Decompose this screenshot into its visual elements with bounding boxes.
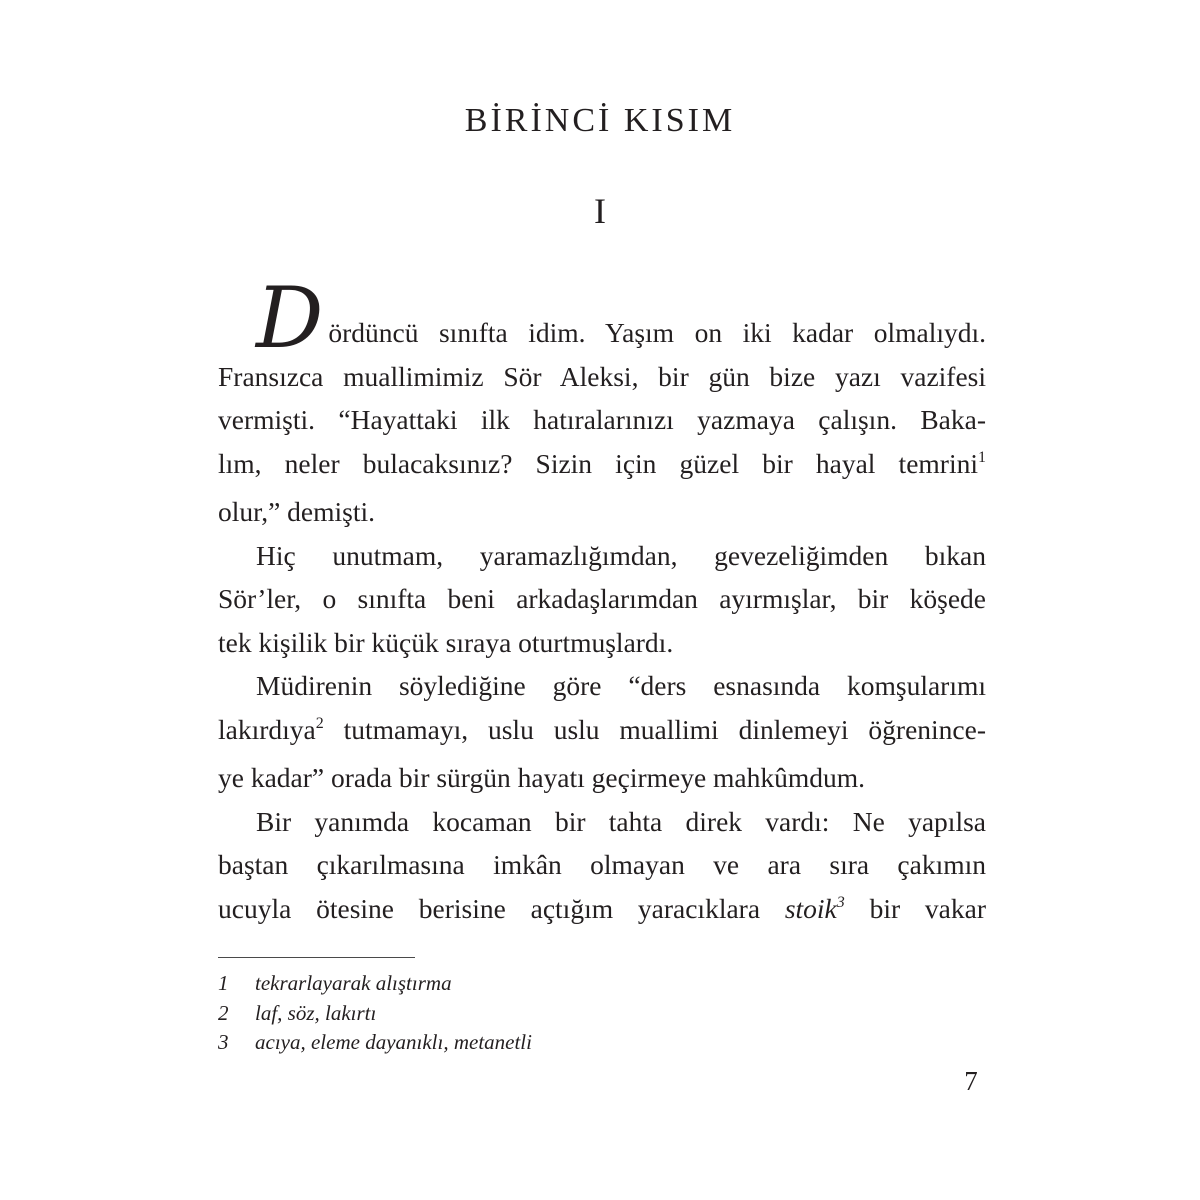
text-run: vermişti. “Hayattaki ilk hatıralarınızı yazmaya çalışın. Baka- [218, 404, 986, 435]
text-line [218, 269, 986, 367]
footnote-text: acıya, eleme dayanıklı, metanetli [255, 1030, 532, 1054]
text-run: lakırdıya [218, 713, 316, 745]
text-line [218, 577, 986, 621]
text-line [218, 398, 986, 442]
footnote-number: 2 [218, 1000, 229, 1025]
footnote-separator [218, 957, 415, 958]
text-line [218, 490, 986, 534]
text-line [218, 621, 986, 665]
text-line [218, 664, 986, 708]
text-line [218, 843, 986, 887]
page-number: 7 [964, 1066, 978, 1096]
paragraph [218, 800, 986, 936]
text-run: tutmamayı, uslu uslu muallimi dinlemeyi öğrenince- [323, 713, 986, 745]
text-line [218, 534, 986, 578]
footnote-ref: 1 [978, 448, 986, 466]
text-line [218, 756, 986, 800]
footnote-text: tekrarlayarak alıştırma [255, 971, 452, 995]
text-run: lım, neler bulacaksınız? Sizin için güzel bir hayal temrini [218, 447, 978, 479]
text-run: Müdirenin söylediğine göre “ders esnasında komşularımı [256, 670, 986, 701]
body-text [218, 269, 986, 935]
footnotes [218, 957, 986, 1058]
text-run: tek kişilik bir küçük sıraya oturtmuşlardı. [218, 626, 674, 658]
text-run: Fransızca muallimimiz Sör Aleksi, bir gün bize yazı vazifesi [218, 360, 986, 392]
text-run: ördüncü sınıfta idim. Yaşım on iki kadar olmalıydı. [328, 317, 986, 348]
text-run: Bir yanımda kocaman bir tahta direk vardı: Ne yapılsa [256, 805, 986, 837]
text-run: bir vakar [844, 892, 986, 924]
text-run: baştan çıkarılmasına imkân olmayan ve ara sıra çakımın [218, 849, 986, 880]
section-title: BİRİNCİ KISIM [464, 102, 736, 139]
text-line [218, 708, 986, 757]
footnote-item [218, 999, 986, 1029]
text-run: Sör’ler, o sınıfta beni arkadaşlarımdan ayırmışlar, bir köşede [218, 583, 986, 614]
footnote-item [218, 969, 986, 999]
footnote-number: 1 [218, 971, 229, 995]
text-line [218, 800, 986, 844]
text-line [218, 442, 986, 491]
text-run: ye kadar” orada bir sürgün hayatı geçirmeye mahkûmdum. [218, 762, 866, 793]
text-line [218, 355, 986, 399]
paragraph [218, 664, 986, 800]
paragraph [218, 534, 986, 665]
footnote-item [218, 1028, 986, 1058]
paragraph [218, 269, 986, 534]
footnote-number: 3 [218, 1030, 229, 1054]
emphasis-run: stoik [784, 892, 837, 924]
text-run: ucuyla ötesine berisine açtığım yaracıklara [218, 892, 785, 924]
chapter-numeral: I [594, 191, 606, 231]
text-run: Hiç unutmam, yaramazlığımdan, gevezeliğimden bıkan [256, 539, 986, 571]
text-line [218, 887, 986, 936]
footnote-ref: 2 [315, 714, 324, 732]
footnote-text: laf, söz, lakırtı [255, 1000, 377, 1025]
text-run: olur,” demişti. [218, 496, 375, 527]
footnote-ref: 3 [836, 893, 845, 911]
drop-cap: D [256, 269, 324, 367]
footnote-list [218, 969, 986, 1058]
